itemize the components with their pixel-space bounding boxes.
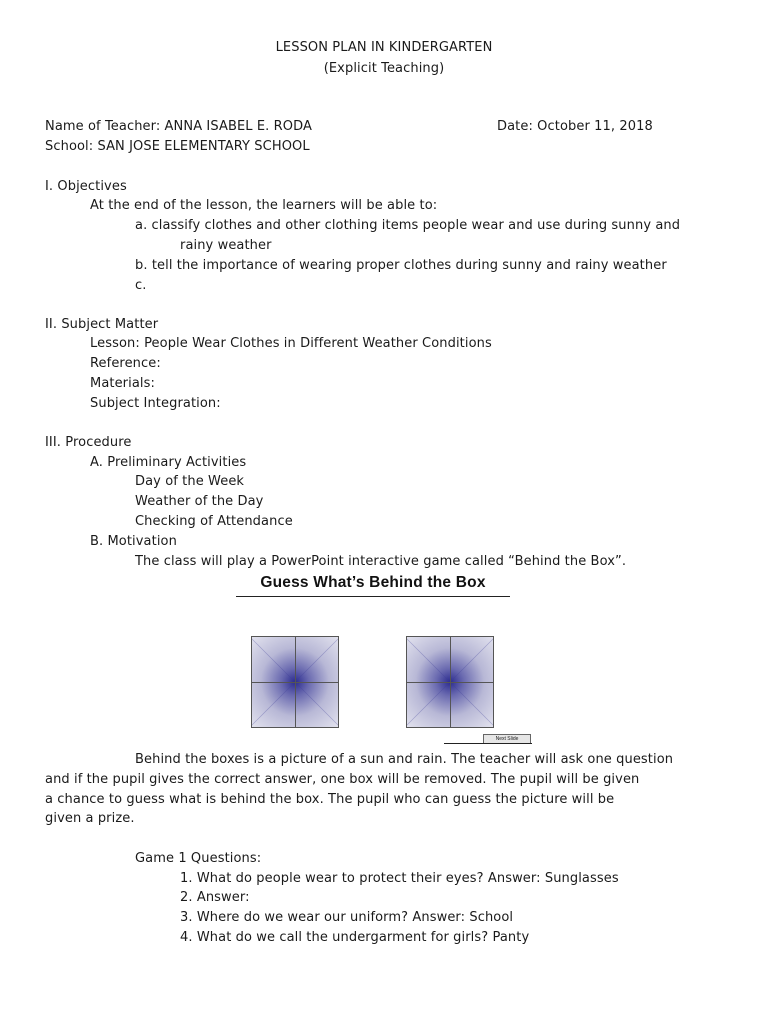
subject-matter-heading: II. Subject Matter [45,317,159,332]
description-line: and if the pupil gives the correct answer, one box will be removed. The pupil will be given [45,772,640,787]
objectives-intro: At the end of the lesson, the learners will be able to: [90,198,438,213]
preliminary-item: Day of the Week [135,474,245,489]
lesson-date: Date: October 11, 2018 [497,119,653,134]
preliminary-heading: A. Preliminary Activities [90,455,247,470]
next-slide-underline [444,743,532,744]
motivation-text: The class will play a PowerPoint interactive game called “Behind the Box”. [135,554,627,569]
preliminary-item: Weather of the Day [135,494,264,509]
procedure-heading: III. Procedure [45,435,132,450]
description-line: a chance to guess what is behind the box. The pupil who can guess the picture will be [45,792,615,807]
game-question: 2. Answer: [180,890,250,905]
objective-b: b. tell the importance of wearing proper clothes during sunny and rainy weather [135,258,667,273]
subject-materials: Materials: [90,376,155,391]
teacher-name: Name of Teacher: ANNA ISABEL E. RODA [45,119,312,134]
motivation-heading: B. Motivation [90,534,177,549]
mystery-box-left [251,636,339,728]
mystery-box-right [406,636,494,728]
objective-c: c. [135,278,147,293]
objectives-heading: I. Objectives [45,179,127,194]
description-line: given a prize. [45,811,135,826]
objective-a-line1: a. classify clothes and other clothing items people wear and use during sunny and [135,218,681,233]
subject-reference: Reference: [90,356,161,371]
document-subtitle: (Explicit Teaching) [323,61,445,76]
game-question: 1. What do people wear to protect their eyes? Answer: Sunglasses [180,871,619,886]
objective-a-line2: rainy weather [180,238,272,253]
description-line: Behind the boxes is a picture of a sun and rain. The teacher will ask one question [135,752,674,767]
game-heading: Game 1 Questions: [135,851,262,866]
subject-lesson: Lesson: People Wear Clothes in Different Weather Conditions [90,336,492,351]
preliminary-item: Checking of Attendance [135,514,293,529]
game-question: 3. Where do we wear our uniform? Answer: School [180,910,514,925]
document-title: LESSON PLAN IN KINDERGARTEN [275,40,493,55]
game-question: 4. What do we call the undergarment for girls? Panty [180,930,530,945]
next-slide-button[interactable]: Next Slide [483,734,531,744]
slide-title-underline [236,596,510,597]
subject-integration: Subject Integration: [90,396,221,411]
slide-title: Guess What’s Behind the Box [260,574,486,591]
school-name: School: SAN JOSE ELEMENTARY SCHOOL [45,139,310,154]
